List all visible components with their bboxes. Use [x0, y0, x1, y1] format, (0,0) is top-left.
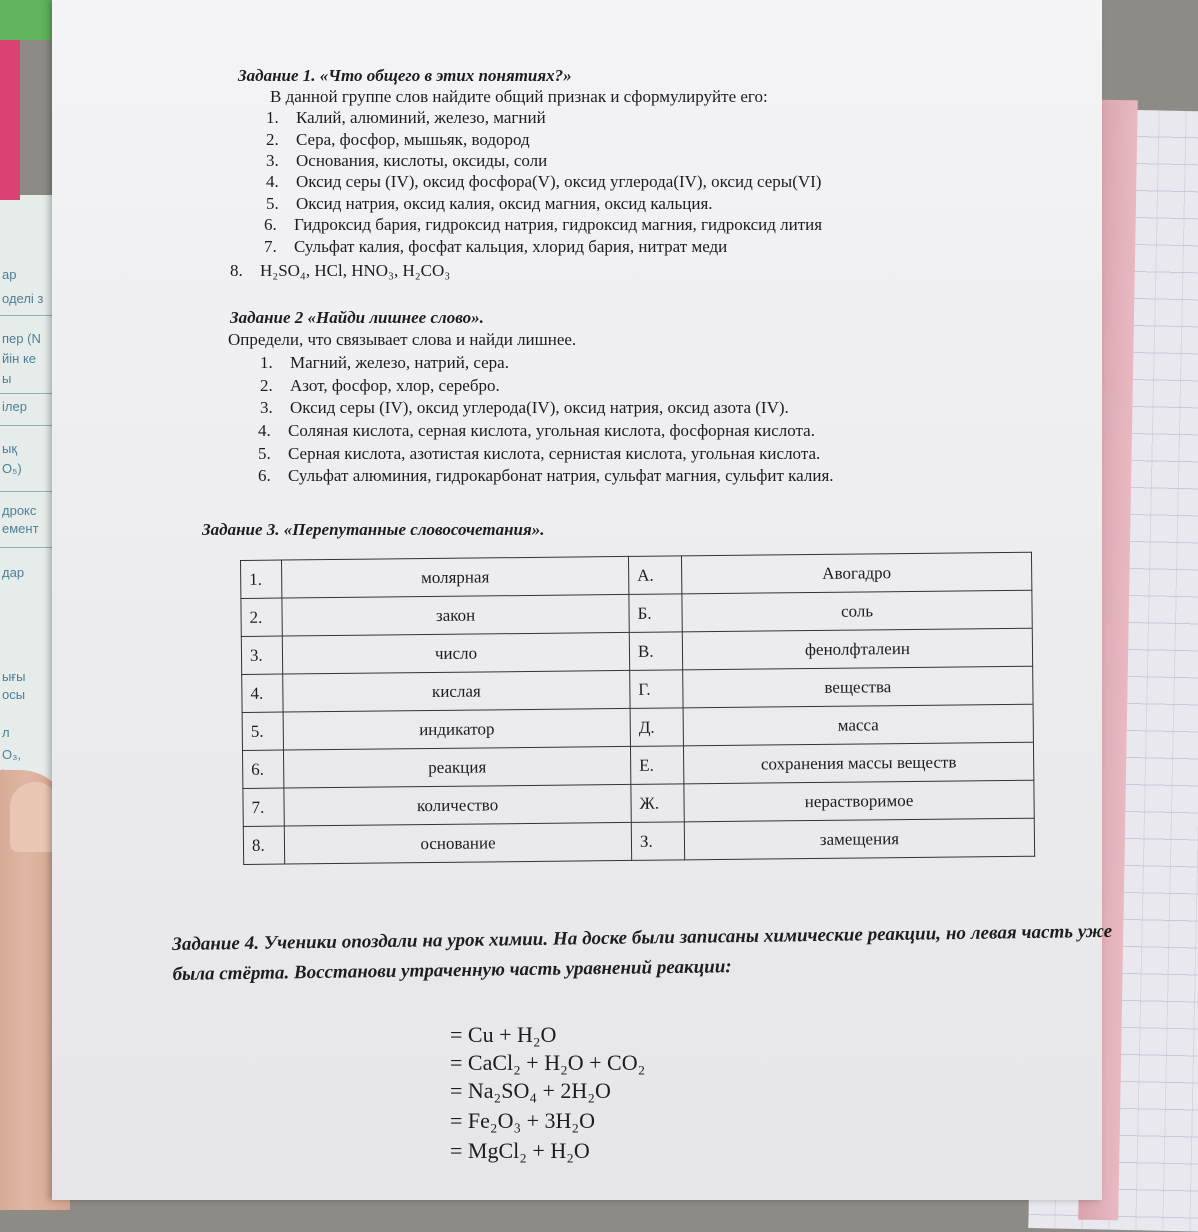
row-word: основание	[284, 822, 631, 864]
row-number: 5.	[242, 712, 283, 750]
row-match: масса	[683, 704, 1033, 746]
green-tab	[0, 0, 55, 40]
equation: = Na₂SO₄ + 2H₂O	[450, 1078, 611, 1103]
row-match: сохранения массы веществ	[683, 742, 1033, 784]
booklet-text: О₃,	[2, 747, 22, 762]
booklet-line	[0, 491, 54, 492]
booklet-line	[0, 425, 54, 426]
task1-intro: В данной группе слов найдите общий признак и сформулируйте его:	[270, 87, 768, 106]
booklet-text: ілер	[2, 399, 27, 414]
task1-item: 2. Сера, фосфор, мышьяк, водород	[266, 130, 530, 149]
task2-item: 6. Сульфат алюминия, гидрокарбонат натрия, сульфат магния, сульфит калия.	[258, 466, 834, 485]
row-letter: З.	[631, 822, 684, 861]
booklet-text: пер (N	[2, 331, 41, 346]
row-letter: Ж.	[631, 784, 684, 823]
task1-item: 1. Калий, алюминий, железо, магний	[266, 108, 546, 127]
task1-title: Задание 1. «Что общего в этих понятиях?»	[238, 66, 572, 85]
task2-title: Задание 2 «Найди лишнее слово».	[230, 308, 484, 327]
row-word: число	[282, 632, 629, 674]
task3-title: Задание 3. «Перепутанные словосочетания».	[202, 520, 545, 539]
equation: = Cu + H₂O	[450, 1022, 557, 1047]
row-number: 3.	[241, 636, 282, 674]
row-word: молярная	[282, 556, 629, 598]
table-row	[243, 818, 1034, 864]
booklet-text: оделі з	[2, 291, 44, 306]
task1-item: 6. Гидроксид бария, гидроксид натрия, гидроксид магния, гидроксид лития	[264, 215, 823, 234]
row-letter: Б.	[629, 594, 682, 633]
task4-text: Задание 4. Ученики опоздали на урок химии. На доске были записаны химические реакции, но левая часть уже была стёрта. Восстанови утраченную часть уравнений реакции:	[172, 920, 1113, 985]
row-letter: Е.	[630, 746, 683, 785]
task1-item: 8. H₂SO₄, HCl, HNO₃, H₂CO₃	[230, 261, 451, 280]
booklet-line	[0, 547, 54, 548]
booklet-text: ар	[2, 267, 17, 282]
booklet-line	[0, 393, 54, 394]
booklet-text: ығы	[2, 669, 26, 684]
task2-item: 1. Магний, железо, натрий, сера.	[260, 353, 509, 372]
booklet-text: ы	[2, 371, 12, 386]
task1-item: 3. Основания, кислоты, оксиды, соли	[266, 151, 548, 170]
matching-table	[240, 552, 1035, 865]
row-word: кислая	[283, 670, 630, 712]
booklet-text: емент	[2, 521, 39, 536]
row-letter: Г.	[630, 670, 683, 709]
row-letter: Д.	[630, 708, 683, 747]
row-match: соль	[682, 590, 1032, 632]
row-word: индикатор	[283, 708, 630, 750]
booklet-text: дар	[2, 565, 25, 580]
task1-item: 5. Оксид натрия, оксид калия, оксид магния, оксид кальция.	[266, 194, 713, 213]
equation: = Fe₂O₃ + 3H₂O	[450, 1108, 595, 1133]
row-match: Авогадро	[681, 552, 1031, 594]
row-number: 2.	[241, 598, 282, 636]
booklet-line	[0, 315, 54, 316]
row-number: 8.	[243, 826, 284, 864]
booklet-text: дрокс	[2, 503, 37, 518]
row-match: нерастворимое	[684, 780, 1034, 822]
booklet-text: йін ке	[2, 351, 37, 366]
row-match: вещества	[683, 666, 1033, 708]
task2-item: 2. Азот, фосфор, хлор, серебро.	[260, 376, 500, 395]
row-number: 6.	[242, 750, 283, 788]
task2-item: 5. Серная кислота, азотистая кислота, сернистая кислота, угольная кислота.	[258, 444, 821, 463]
row-word: закон	[282, 594, 629, 636]
task2-item: 4. Соляная кислота, серная кислота, угольная кислота, фосфорная кислота.	[258, 421, 815, 440]
task1-item: 4. Оксид серы (IV), оксид фосфора(V), оксид углерода(IV), оксид серы(VI)	[266, 172, 822, 191]
row-match: замещения	[684, 818, 1034, 860]
equation: = CaCl₂ + H₂O + CO₂	[450, 1050, 646, 1075]
row-letter: А.	[628, 556, 681, 595]
task2-item: 3. Оксид серы (IV), оксид углерода(IV), оксид натрия, оксид азота (IV).	[260, 398, 789, 417]
row-number: 4.	[242, 674, 283, 712]
task2-intro: Определи, что связывает слова и найди лишнее.	[228, 330, 577, 349]
row-word: количество	[284, 784, 631, 826]
row-number: 7.	[243, 788, 284, 826]
row-letter: В.	[629, 632, 682, 671]
row-number: 1.	[241, 560, 282, 598]
booklet-text: О₅)	[2, 461, 22, 476]
booklet-text: л	[2, 725, 10, 740]
row-word: реакция	[283, 746, 630, 788]
booklet-text: осы	[2, 687, 26, 702]
task1-item: 7. Сульфат калия, фосфат кальция, хлорид бария, нитрат меди	[264, 237, 728, 256]
booklet-text: ық	[2, 441, 18, 456]
equation: = MgCl₂ + H₂O	[450, 1138, 590, 1163]
row-match: фенолфталеин	[682, 628, 1032, 670]
